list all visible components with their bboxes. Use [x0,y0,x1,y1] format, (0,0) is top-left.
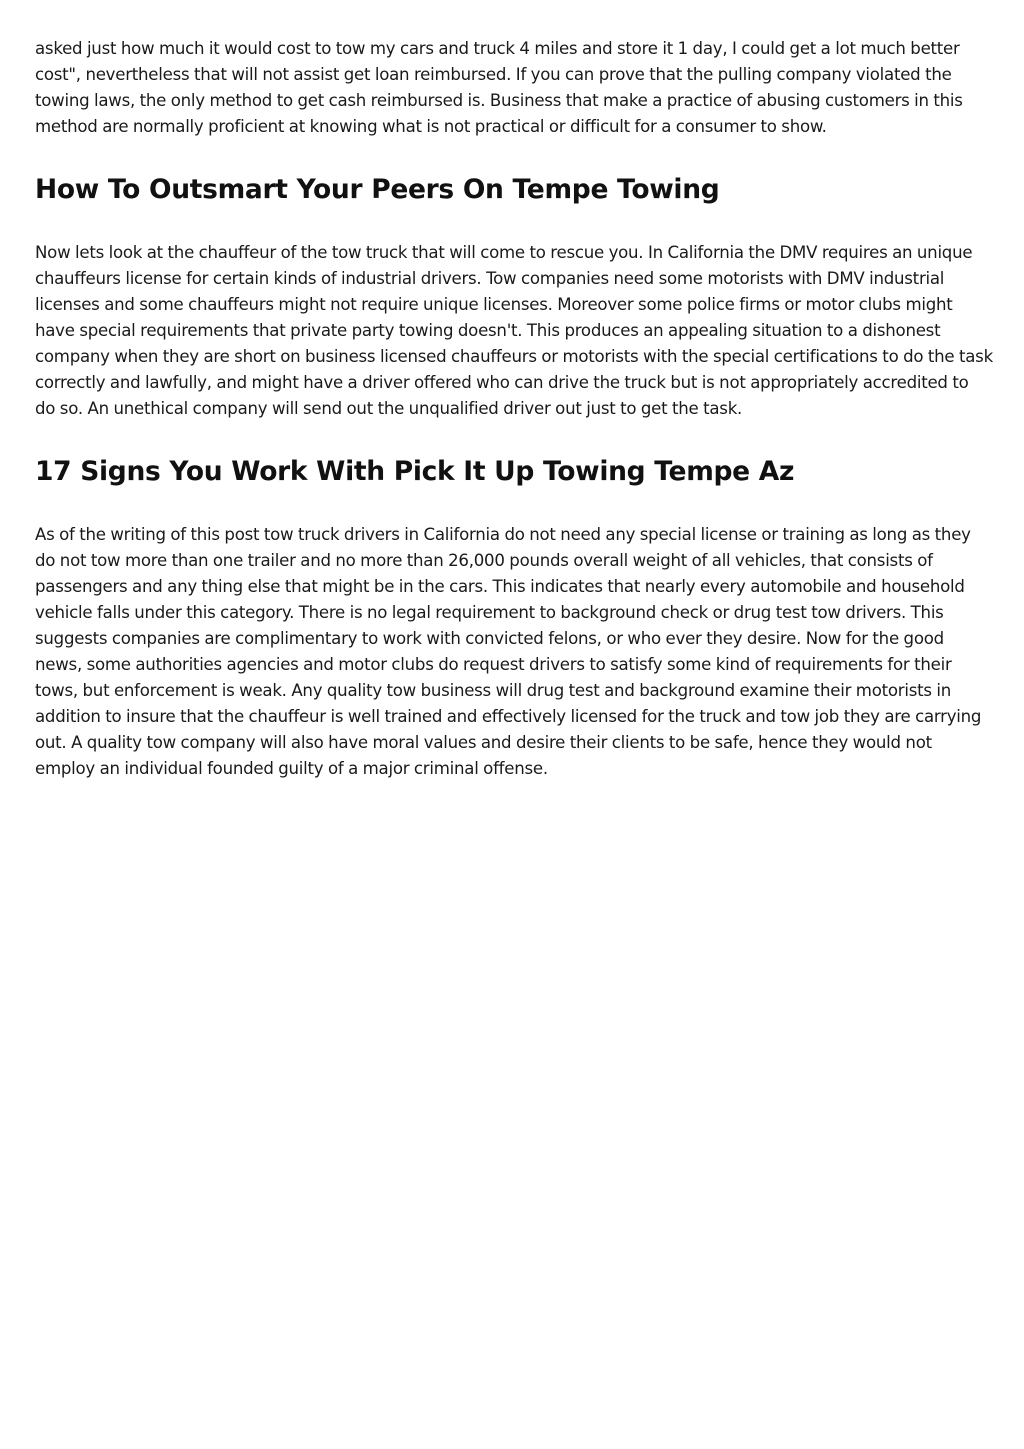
paragraph-intro: asked just how much it would cost to tow my cars and truck 4 miles and store it 1 day, I could get a lot much better cost", nevertheless that will not assist get loan reimbursed. If you can prove that the pulling company violated the towing laws, the only method to get cash reimbursed is. Business that make a practice of abusing customers in this method are normally proficient at knowing what is not practical or difficult for a consumer to show. [35,39,963,136]
article-body [35,36,993,782]
paragraph-driver-requirements: As of the writing of this post tow truck drivers in California do not need any special license or training as long as they do not tow more than one trailer and no more than 26,000 pounds overall weight of all vehicles, that consists of passengers and any thing else that might be in the cars. This indicates that nearly every automobile and household vehicle falls under this category. There is no legal requirement to background check or drug test tow drivers. This suggests companies are complimentary to work with convicted felons, or who ever they desire. Now for the good news, some authorities agencies and motor clubs do request drivers to satisfy some kind of requirements for their tows, but enforcement is weak. Any quality tow business will drug test and background examine their motorists in addition to insure that the chauffeur is well trained and effectively licensed for the truck and tow job they are carrying out. A quality tow company will also have moral values and desire their clients to be safe, hence they would not employ an individual founded guilty of a major criminal offense. [35,525,982,778]
section-heading-outsmart-peers: How To Outsmart Your Peers On Tempe Towing [35,174,720,205]
section-heading-17-signs: 17 Signs You Work With Pick It Up Towing Tempe Az [35,456,795,487]
paragraph-tow-truck-chauffeur: Now lets look at the chauffeur of the tow truck that will come to rescue you. In California the DMV requires an unique chauffeurs license for certain kinds of industrial drivers. Tow companies need some motorists with DMV industrial licenses and some chauffeurs might not require unique licenses. Moreover some police firms or motor clubs might have special requirements that private party towing doesn't. This produces an appealing situation to a dishonest company when they are short on business licensed chauffeurs or motorists with the special certifications to do the task correctly and lawfully, and might have a driver offered who can drive the truck but is not appropriately accredited to do so. An unethical company will send out the unqualified driver out just to get the task. [35,243,993,418]
